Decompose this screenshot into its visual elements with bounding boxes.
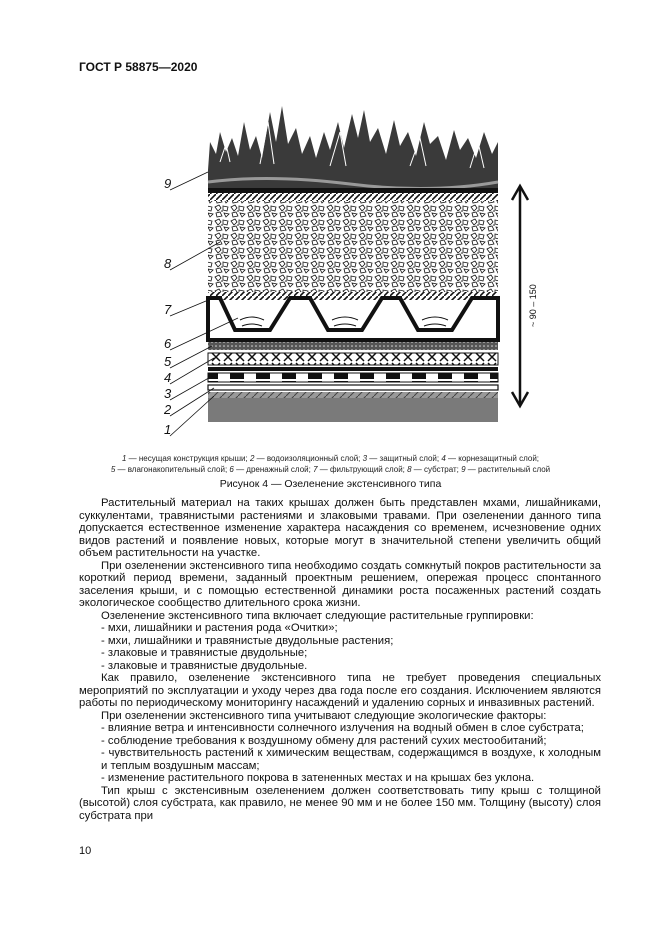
vegetation-layer	[208, 106, 498, 190]
paragraph: При озеленении экстенсивного типа учитывают следующие экологические факторы:	[101, 709, 547, 722]
body-text	[79, 497, 601, 822]
paragraph: При озеленении экстенсивного типа необходимо создать сомкнутый покров растительности за короткий период времени, заданный проектным решением, опережая процесс спонтанного заселения крыши, и с помощью естественной динамики роста посаженных растений создать экологическое сообщество длительного срока жизни.	[79, 559, 601, 609]
label-5: 5	[164, 354, 172, 369]
label-2: 2	[164, 402, 172, 417]
legend-text: — несущая конструкция крыши;	[126, 454, 250, 463]
legend-text: — защитный слой;	[367, 454, 442, 463]
label-6: 6	[164, 336, 172, 351]
legend-number: 5	[110, 465, 116, 474]
label-8: 8	[164, 256, 172, 271]
legend-line-1	[40, 454, 621, 463]
legend-number: 7	[313, 465, 318, 474]
paragraph: Озеленение экстенсивного типа включает следующие растительные группировки:	[101, 609, 534, 622]
legend-text: — водоизоляционный слой;	[254, 454, 363, 463]
list-item: - мхи, лишайники и растения рода «Очитки»;	[101, 622, 338, 634]
moisture-layer-xs	[208, 353, 498, 365]
list-item: - злаковые и травянистые двудольные.	[101, 659, 308, 672]
legend-number: 9	[461, 465, 466, 474]
legend-line-2	[40, 465, 621, 474]
substrate-layer	[208, 193, 498, 298]
legend-number: 1	[121, 454, 127, 463]
substrate-top-hatch	[208, 193, 498, 201]
roof-layers-figure	[150, 92, 550, 452]
root-barrier-layer	[208, 373, 498, 382]
label-9: 9	[164, 176, 172, 191]
page-number: 10	[79, 845, 92, 857]
list-item: - соблюдение требования к воздушному обмену для растений сухих местообитаний;	[101, 734, 547, 747]
root-barrier-line	[208, 367, 498, 371]
moisture-layer	[208, 342, 498, 350]
dimension-label: ~ 90 – 150	[528, 284, 538, 327]
paragraph: Тип крыш с экстенсивным озеленением должен соответствовать типу крыш с толщиной (высотой) слоя субстрата, как правило, не менее 90 мм и не более 150 мм. Толщину (высоту) слоя субстрата при	[79, 784, 601, 822]
document-header: ГОСТ Р 58875—2020	[79, 60, 198, 74]
list-item: - злаковые и травянистые двудольные;	[101, 647, 308, 659]
drainage-layer	[208, 298, 498, 340]
waterproofing-layer	[208, 392, 498, 398]
list-item: - влияние ветра и интенсивности солнечного излучения на водный обмен в слое субстрата;	[101, 722, 584, 734]
vegetation-base	[208, 188, 498, 193]
legend-text: — растительный слой	[465, 465, 551, 474]
filter-layer	[208, 292, 498, 300]
list-item: - чувствительность растений к химическим веществам, содержащимся в воздухе, к холодным и теплым воздушным массам;	[101, 747, 601, 772]
list-item: - мхи, лишайники и травянистые двудольные растения;	[101, 634, 394, 647]
dimension-arrow	[512, 186, 539, 406]
figure-caption: Рисунок 4 — Озеленение экстенсивного типа	[219, 478, 442, 490]
legend-number: 3	[362, 454, 368, 463]
legend-text: — корнезащитный слой;	[445, 454, 540, 463]
legend-number: 4	[441, 454, 446, 463]
label-7: 7	[164, 302, 172, 317]
label-1: 1	[164, 422, 172, 437]
legend-text: — влагонакопительный слой;	[115, 465, 230, 474]
legend-text: — дренажный слой;	[233, 465, 314, 474]
label-4: 4	[164, 370, 172, 385]
legend-number: 8	[407, 465, 412, 474]
legend-number: 2	[249, 454, 255, 463]
legend-text: — субстрат;	[411, 465, 462, 474]
paragraph: Как правило, озеленение экстенсивного типа не требует проведения специальных мероприятий по эксплуатации и уходу через два года после его создания. Исключением являются работы по периодическому мониторингу насаждений и удалению сорных и инвазивных растений.	[79, 672, 601, 709]
legend-number: 6	[229, 465, 234, 474]
protective-layer	[208, 385, 498, 390]
legend-text: — фильтрующий слой;	[317, 465, 408, 474]
load-bearing-structure	[208, 398, 498, 422]
paragraph: Растительный материал на таких крышах должен быть представлен мхами, лишайниками, суккулентами, травянистыми растениями и злаковыми травами. При озеленении данного типа допускается естественное изменение характера насаждения со временем, исчезновение одних видов растений и появление новых, которые могут в значительной степени увеличить общий объем растительности на участке.	[79, 497, 601, 559]
list-item: - изменение растительного покрова в затененных местах и на крышах без уклона.	[101, 772, 535, 784]
label-3: 3	[164, 386, 172, 401]
